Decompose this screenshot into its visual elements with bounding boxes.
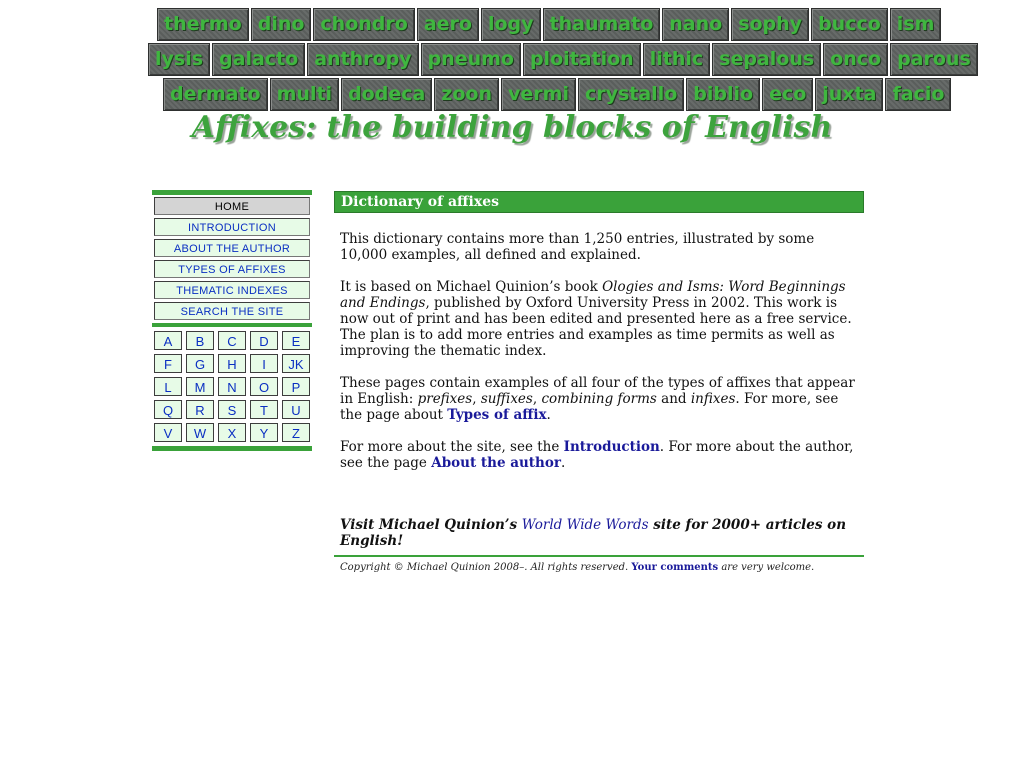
text-span: It is based on Michael Quinion’s book <box>340 279 603 295</box>
text-span: These pages contain examples of all four of the types of affixes that appear in English: <box>340 375 855 407</box>
letter-link-w[interactable]: W <box>186 423 214 442</box>
banner-tile: onco <box>823 43 888 76</box>
letter-link-a[interactable]: A <box>154 331 182 350</box>
banner-tile: lysis <box>148 43 210 76</box>
letter-link-h[interactable]: H <box>218 354 246 373</box>
text-span: , <box>532 391 542 407</box>
affix-type: combining forms <box>541 391 657 407</box>
banner-row-3 <box>148 78 945 111</box>
letter-link-z[interactable]: Z <box>282 423 310 442</box>
affix-banner <box>148 8 971 113</box>
letter-link-t[interactable]: T <box>250 400 278 419</box>
banner-tile: dermato <box>163 78 268 111</box>
banner-tile: thermo <box>157 8 249 41</box>
affix-type: suffixes <box>480 391 533 407</box>
letter-link-f[interactable]: F <box>154 354 182 373</box>
text-span: . For more, see the page about <box>340 391 839 423</box>
nav-about-author[interactable]: ABOUT THE AUTHOR <box>154 239 310 257</box>
banner-tile: thaumato <box>543 8 661 41</box>
text-span: Visit Michael Quinion’s <box>340 517 522 533</box>
letter-link-l[interactable]: L <box>154 377 182 396</box>
letter-link-m[interactable]: M <box>186 377 214 396</box>
letter-link-o[interactable]: O <box>250 377 278 396</box>
banner-tile: aero <box>417 8 479 41</box>
banner-tile: vermi <box>501 78 576 111</box>
banner-tile: multi <box>270 78 339 111</box>
introduction-link[interactable]: Introduction <box>563 439 660 455</box>
text-span: . <box>546 407 551 423</box>
nav-introduction[interactable]: INTRODUCTION <box>154 218 310 236</box>
text-span: are very welcome. <box>718 562 815 573</box>
banner-tile: pneumo <box>421 43 521 76</box>
banner-tile: parous <box>890 43 978 76</box>
banner-tile: galacto <box>212 43 305 76</box>
letter-link-g[interactable]: G <box>186 354 214 373</box>
banner-row-2 <box>148 43 971 76</box>
comments-link[interactable]: Your comments <box>631 562 719 573</box>
banner-tile: juxta <box>815 78 883 111</box>
banner-tile: bucco <box>811 8 888 41</box>
nav-thematic-indexes[interactable]: THEMATIC INDEXES <box>154 281 310 299</box>
banner-tile: sophy <box>731 8 809 41</box>
letter-link-u[interactable]: U <box>282 400 310 419</box>
nav-search-site[interactable]: SEARCH THE SITE <box>154 302 310 320</box>
letter-link-d[interactable]: D <box>250 331 278 350</box>
left-nav <box>152 190 312 451</box>
letter-link-s[interactable]: S <box>218 400 246 419</box>
about-author-link[interactable]: About the author <box>431 455 561 471</box>
letter-link-q[interactable]: Q <box>154 400 182 419</box>
banner-tile: anthropy <box>307 43 418 76</box>
letter-link-n[interactable]: N <box>218 377 246 396</box>
text-span: , <box>472 391 481 407</box>
banner-tile: eco <box>762 78 813 111</box>
types-of-affix-link[interactable]: Types of affix <box>447 407 547 423</box>
types-paragraph <box>340 375 856 423</box>
world-wide-words-link[interactable]: World Wide Words <box>521 517 649 533</box>
letter-link-r[interactable]: R <box>186 400 214 419</box>
site-title: Affixes: the building blocks of English <box>191 110 833 145</box>
section-heading: Dictionary of affixes <box>334 191 864 213</box>
text-span: For more about the site, see the <box>340 439 564 455</box>
letter-link-e[interactable]: E <box>282 331 310 350</box>
letter-link-b[interactable]: B <box>186 331 214 350</box>
copyright <box>334 557 864 578</box>
banner-tile: ism <box>890 8 942 41</box>
text-span: Copyright © Michael Quinion 2008–. All rights reserved. <box>340 562 632 573</box>
banner-tile: chondro <box>313 8 414 41</box>
letter-link-jk[interactable]: JK <box>282 354 310 373</box>
banner-tile: logy <box>481 8 541 41</box>
letter-link-i[interactable]: I <box>250 354 278 373</box>
affix-type: infixes <box>690 391 736 407</box>
banner-tile: ploitation <box>523 43 641 76</box>
banner-tile: dodeca <box>341 78 432 111</box>
nav-types-of-affixes[interactable]: TYPES OF AFFIXES <box>154 260 310 278</box>
nav-home[interactable]: HOME <box>154 197 310 215</box>
banner-tile: nano <box>662 8 729 41</box>
banner-tile: lithic <box>643 43 710 76</box>
banner-tile: zoon <box>434 78 499 111</box>
text-span: , published by Oxford University Press in 2002. This work is now out of print and has been edited and presented here as a free service. The plan is to add more entries and examples as time permits as well as improving the thematic index. <box>340 295 852 359</box>
text-span: . <box>560 455 566 471</box>
more-paragraph <box>340 439 856 471</box>
visit-line <box>340 517 856 549</box>
letter-link-c[interactable]: C <box>218 331 246 350</box>
banner-row-1 <box>148 8 935 41</box>
letter-link-x[interactable]: X <box>218 423 246 442</box>
main-content <box>334 191 864 578</box>
book-title: Ologies and Isms: Word Beginnings and Endings <box>340 279 846 311</box>
text-span: . For more about the author, see the page <box>340 439 854 471</box>
banner-tile: facio <box>885 78 951 111</box>
text-span: site for 2000+ articles on English! <box>340 517 847 549</box>
banner-tile: sepalous <box>712 43 821 76</box>
intro-paragraph: This dictionary contains more than 1,250 entries, illustrated by some 10,000 examples, all defined and explained. <box>340 231 815 263</box>
text-span: and <box>656 391 691 407</box>
book-paragraph <box>340 279 856 359</box>
letter-link-y[interactable]: Y <box>250 423 278 442</box>
letter-link-p[interactable]: P <box>282 377 310 396</box>
banner-tile: biblio <box>686 78 760 111</box>
letter-index <box>152 327 312 446</box>
affix-type: prefixes <box>417 391 473 407</box>
letter-link-v[interactable]: V <box>154 423 182 442</box>
banner-tile: dino <box>251 8 312 41</box>
banner-tile: crystallo <box>578 78 684 111</box>
content-body <box>334 231 864 549</box>
